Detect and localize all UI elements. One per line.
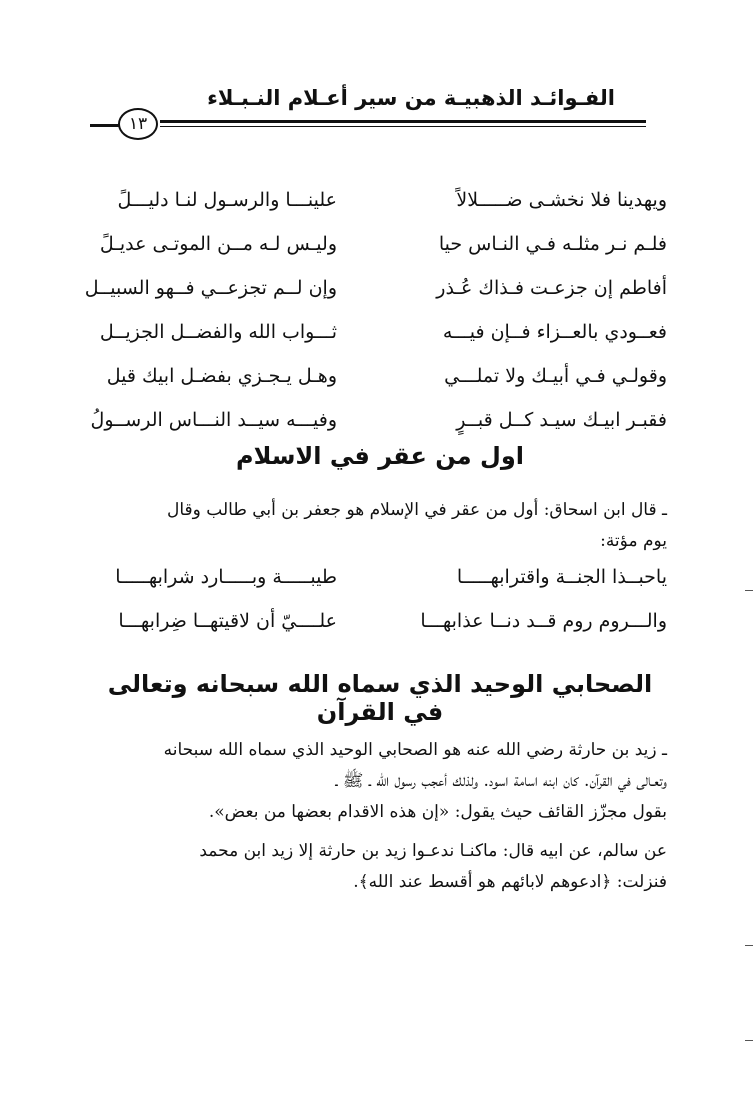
- paragraph-line: عن سالم، عن ابيه قال: ماكنـا ندعـوا زيد بن حارثة إلا زيد ابن محمد: [199, 841, 667, 861]
- verse-first-half: ويهدينا فلا نخشـى ضـــــلالاً: [456, 189, 667, 211]
- verse-first-half: فلـم نـر مثلـه فـي النـاس حيا: [438, 233, 667, 255]
- verse-second-half: طيبـــــة وبـــــارد شرابهـــــا: [115, 566, 337, 588]
- section-heading: الصحابي الوحيد الذي سماه الله سبحانه وتعالى في القرآن: [107, 670, 653, 726]
- poem-mutah: [77, 555, 667, 643]
- verse-second-half: علينـــا والرسـول لنـا دليـــلً: [117, 189, 337, 211]
- verse-first-half: ياحبــذا الجنــة واقترابهـــــا: [456, 566, 667, 588]
- scan-mark: [745, 590, 753, 591]
- header-rule: [160, 120, 646, 123]
- verse-second-half: وفيـــه سيــد النـــاس الرســولُ: [90, 409, 337, 431]
- paragraph-line: ـ زيد بن حارثة رضي الله عنه هو الصحابي الوحيد الذي سماه الله سبحانه: [163, 740, 667, 760]
- header-rule-left: [90, 124, 120, 127]
- poem-verse: [77, 398, 667, 442]
- verse-first-half: أفاطم إن جزعـت فـذاك عُـذر: [436, 277, 667, 299]
- paragraph-line: وتعـالى في القرآن. كان ابنه اسامة اسود. ولذلك أعجب رسول الله ـ ﷺ ـ: [335, 771, 667, 791]
- section-paragraph: [87, 836, 667, 898]
- running-title: الفـوائـد الذهبيـة من سير أعـلام النـبـلاء: [207, 86, 615, 110]
- section-paragraph: [87, 495, 667, 557]
- poem-verse: [77, 310, 667, 354]
- verse-second-half: علــــيّ أن لاقيتهــا ضِرابهـــا: [118, 610, 337, 632]
- verse-second-half: وهـل يـجـزي بفضـل ابيك قيل: [106, 365, 337, 387]
- scan-mark: [745, 1040, 753, 1041]
- header-rule-thin: [160, 126, 646, 127]
- section-paragraph: [87, 735, 667, 828]
- verse-second-half: وإن لــم تجزعــي فــهو السبيــل: [84, 277, 337, 299]
- paragraph-line: يوم مؤتة:: [600, 531, 667, 551]
- scan-mark: [745, 945, 753, 946]
- poem-verse: [77, 266, 667, 310]
- poem-verse: [77, 555, 667, 599]
- paragraph-line: فنزلت: ﴿ادعوهم لابائهم هو أقسط عند الله﴾.: [353, 872, 667, 892]
- poem-elegy: [77, 178, 667, 442]
- poem-verse: [77, 178, 667, 222]
- page-number: ١٣: [118, 108, 158, 140]
- paragraph-line: ـ قال ابن اسحاق: أول من عقر في الإسلام هو جعفر بن أبي طالب وقال: [167, 500, 667, 520]
- verse-second-half: وليـس لـه مــن الموتـى عديـلً: [99, 233, 337, 255]
- section-heading: اول من عقر في الاسلام: [236, 442, 524, 470]
- verse-first-half: والـــروم روم قــد دنــا عذابهـــا: [420, 610, 667, 632]
- verse-first-half: فعــودي بالعــزاء فــإن فيـــه: [442, 321, 667, 343]
- verse-first-half: وقولـي فـي أبيـك ولا تملـــي: [444, 365, 667, 387]
- verse-second-half: ثـــواب الله والفضــل الجزيــل: [99, 321, 337, 343]
- poem-verse: [77, 354, 667, 398]
- verse-first-half: فقبـر ابيـك سيـد كــل قبــرٍ: [456, 409, 667, 431]
- poem-verse: [77, 222, 667, 266]
- poem-verse: [77, 599, 667, 643]
- paragraph-line: بقول مجزّز القائف حيث يقول: «إن هذه الاقدام بعضها من بعض».: [208, 802, 667, 822]
